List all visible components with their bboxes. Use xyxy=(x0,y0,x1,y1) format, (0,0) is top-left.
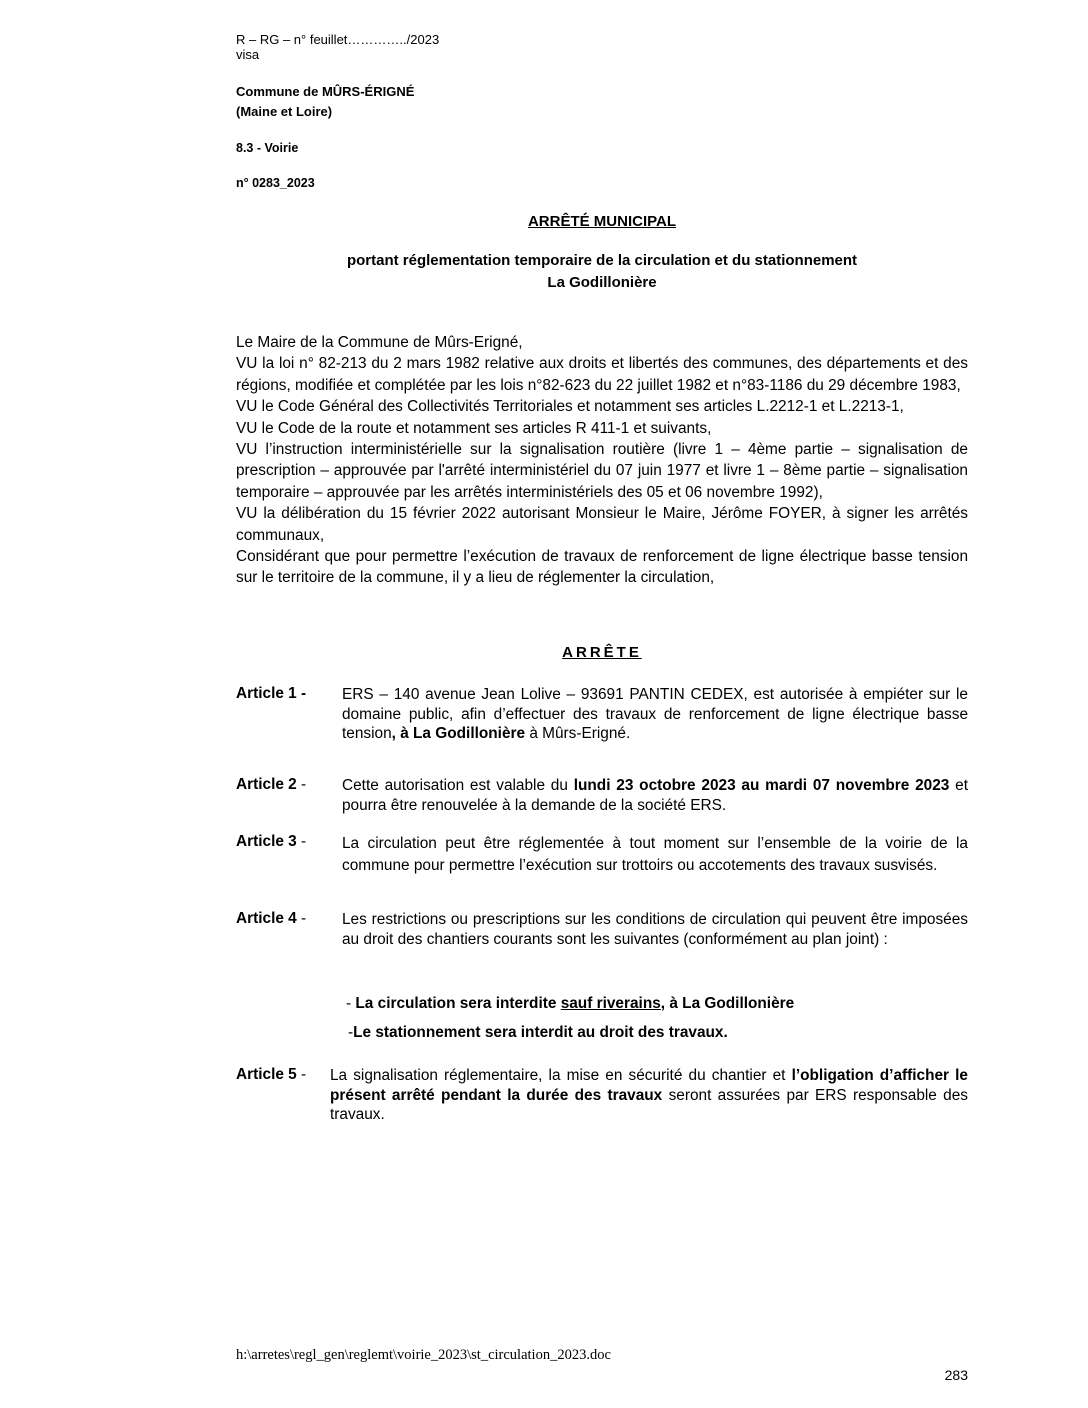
article-2-text xyxy=(342,776,968,815)
article-4-label-text: Article 4 xyxy=(236,910,297,927)
article-2-dash: - xyxy=(296,776,307,793)
article-5-label xyxy=(236,1066,306,1084)
restriction-2-text: Le stationnement sera interdit au droit des travaux. xyxy=(353,1024,728,1041)
article-4-dash: - xyxy=(296,910,307,927)
preamble-law-1982: VU la loi n° 82-213 du 2 mars 1982 relative aux droits et libertés des communes, des départements et des régions, modifiée et complétée par les lois n°82-623 du 22 juillet 1982 et n°83-1186 du 29 décembre 1983, xyxy=(236,355,968,394)
article-5-text-part: La signalisation réglementaire, la mise en sécurité du chantier et xyxy=(330,1067,792,1084)
article-5-text-end: seront assurées par ERS responsable des travaux. xyxy=(330,1086,968,1123)
article-3-text: La circulation peut être réglementée à tout moment sur l’ensemble de la voirie de la commune pour permettre l’exécution sur trottoirs ou accotements des travaux susvisés. xyxy=(342,835,968,874)
decree-number: n° 0283_2023 xyxy=(236,176,315,190)
preamble-cgct: VU le Code Général des Collectivités Territoriales et notamment ses articles L.2212-1 et L.2213-1, xyxy=(236,398,904,416)
article-2-text-end: et pourra être renouvelée à la demande de la société ERS. xyxy=(342,777,968,814)
article-1-location: , à La Godillonière xyxy=(391,725,526,742)
subtitle-location: La Godillonière xyxy=(547,274,657,291)
article-2-label xyxy=(236,776,306,794)
preamble-code-route: VU le Code de la route et notamment ses articles R 411-1 et suivants, xyxy=(236,419,712,437)
article-2-text-part: Cette autorisation est valable du xyxy=(342,777,574,794)
restriction-1-dash: - xyxy=(346,995,356,1012)
page-number: 283 xyxy=(944,1367,968,1383)
article-1-text-end: à Mûrs-Erigné. xyxy=(525,725,631,742)
restriction-2-dash: - xyxy=(348,1024,354,1041)
article-3-label-text: Article 3 xyxy=(236,833,297,850)
article-5-text xyxy=(330,1066,968,1125)
preamble-instruction: VU l’instruction interministérielle sur la signalisation routière (livre 1 – 4ème partie – signalisation de prescription – approuvée par l'arrêté interministériel du 07 juin 1977 et livre 1 – 8ème partie – signalisation temporaire – approuvée par les arrêtés interministériels des 05 et 06 novembre 1992), xyxy=(236,441,968,501)
article-3-dash: - xyxy=(296,833,307,850)
article-4-text: Les restrictions ou prescriptions sur les conditions de circulation qui peuvent être imposées au droit des chantiers courants sont les suivantes (conformément au plan joint) : xyxy=(342,911,968,948)
article-4-label xyxy=(236,910,306,928)
article-5-dash: - xyxy=(296,1066,307,1083)
article-5-label-text: Article 5 xyxy=(236,1066,297,1083)
preamble-mayor: Le Maire de la Commune de Mûrs-Erigné, xyxy=(236,334,523,351)
article-1-text xyxy=(342,685,968,744)
document-title: ARRÊTÉ MUNICIPAL xyxy=(527,213,677,230)
article-2-label-text: Article 2 xyxy=(236,776,297,793)
restriction-1-text: La circulation sera interdite xyxy=(355,995,561,1012)
article-5-obligation: l’obligation d’afficher le présent arrêté pendant la durée des travaux xyxy=(330,1067,968,1104)
subtitle-line: portant réglementation temporaire de la circulation et du stationnement xyxy=(346,252,858,269)
article-2-dates: lundi 23 octobre 2023 au mardi 07 novembre 2023 xyxy=(573,777,950,794)
category-label: 8.3 - Voirie xyxy=(236,141,299,155)
commune-department: (Maine et Loire) xyxy=(236,104,333,119)
article-3-label xyxy=(236,833,306,851)
article-4-restriction-2 xyxy=(348,1024,728,1042)
preamble-considerant: Considérant que pour permettre l’exécution de travaux de renforcement de ligne électrique basse tension sur le territoire de la commune, il y a lieu de réglementer la circulation, xyxy=(236,548,968,587)
document-subtitle xyxy=(236,250,968,294)
restriction-1-location: , à La Godillonière xyxy=(660,995,795,1012)
article-4-restriction-1 xyxy=(346,995,794,1013)
article-1-text-part: ERS – 140 avenue Jean Lolive – 93691 PANTIN CEDEX, est autorisée à empiéter sur le domaine public, afin d’effectuer des travaux de renforcement de ligne électrique basse tension xyxy=(342,686,968,742)
article-1-label: Article 1 - xyxy=(236,685,307,702)
restriction-1-exception: sauf riverains xyxy=(560,995,661,1012)
reference-line: R – RG – n° feuillet…………../2023 xyxy=(236,32,440,47)
preamble-deliberation: VU la délibération du 15 février 2022 autorisant Monsieur le Maire, Jérôme FOYER, à signer les arrêtés communaux, xyxy=(236,505,968,544)
commune-name: Commune de MÛRS-ÉRIGNÉ xyxy=(236,84,415,99)
visa-label: visa xyxy=(236,47,260,62)
file-path: h:\arretes\regl_gen\reglemt\voirie_2023\st_circulation_2023.doc xyxy=(236,1347,611,1363)
preamble xyxy=(236,332,968,589)
arrete-heading: ARRÊTE xyxy=(562,644,642,661)
